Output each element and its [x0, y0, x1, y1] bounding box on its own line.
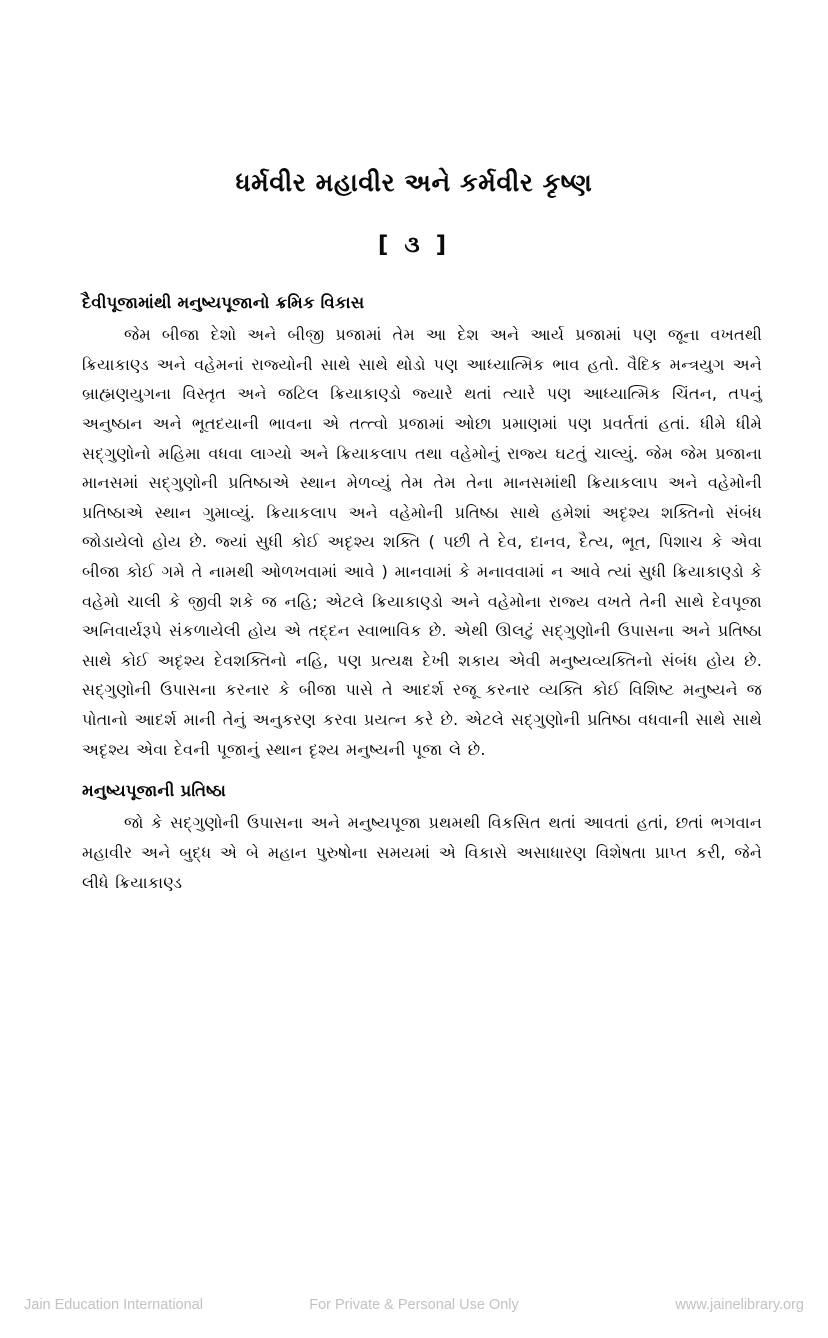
text-column	[82, 292, 762, 897]
section-paragraph-2: જો કે સદ્‌ગુણોની ઉપાસના અને મનુષ્યપૂજા પ્રથમથી વિકસિત થતાં આવતાં હતાં, છતાં ભગવાન મહાવીર અને બુદ્ધ એ બે મહાન પુરુષોના સમયમાં એ વિકાસે અસાધારણ વિશેષતા પ્રાપ્ત કરી, જેને લીધે ક્રિયાકાણ્ડ	[82, 813, 762, 892]
footer-usage-notice: For Private & Personal Use Only	[309, 1297, 519, 1313]
page-title: ધર્મવીર મહાવીર અને કર્મવીર કૃષ્ણ	[235, 168, 593, 197]
chapter-number: [ ૩ ]	[377, 232, 451, 258]
footer-website: www.jainelibrary.org	[675, 1297, 804, 1313]
page-footer	[0, 1294, 828, 1316]
section-heading-1: દૈવીપૂજામાંથી મનુષ્યપૂજાનો ક્રમિક વિકાસ	[82, 293, 365, 312]
section-heading-2: મનુષ્યપૂજાની પ્રતિષ્ઠા	[82, 781, 226, 801]
footer-attribution: Jain Education International	[24, 1297, 203, 1313]
section-paragraph-1: જેમ બીજા દેશો અને બીજી પ્રજામાં તેમ આ દેશ અને આર્ય પ્રજામાં પણ જૂના વખતથી ક્રિયાકાણ્ડ અને વહેમનાં રાજ્યોની સાથે સાથે થોડો પણ આધ્યાત્મિક ભાવ હતો. વૈદિક મન્ત્રયુગ અને બ્રાહ્મણયુગના વિસ્તૃત અને જટિલ ક્રિયાકાણ્ડો જ્યારે થતાં ત્યારે પણ આધ્યાત્મિક ચિંતન, તપનું અનુષ્ઠાન અને ભૂતદયાની ભાવના એ તત્ત્વો પ્રજામાં ઓછા પ્રમાણમાં પણ પ્રવર્તતાં હતાં. ધીમે ધીમે સદ્‌ગુણોનો મહિમા વધવા લાગ્યો અને ક્રિયાકલાપ તથા વહેમોનું રાજ્ય ઘટતું ચાલ્યું. જેમ જેમ પ્રજાના માનસમાં સદ્‌ગુણોની પ્રતિષ્ઠાએ સ્થાન મેળવ્યું તેમ તેમ તેના માનસમાંથી ક્રિયાકલાપ અને વહેમોની પ્રતિષ્ઠાએ સ્થાન ગુમાવ્યું. ક્રિયાકલાપ અને વહેમોની પ્રતિષ્ઠા સાથે હમેશાં અદૃશ્ય શક્તિનો સંબંધ જોડાયેલો હોય છે. જ્યાં સુધી કોઈ અદૃશ્ય શક્તિ ( પછી તે દેવ, દાનવ, દૈત્ય, ભૂત, પિશાચ કે એવા બીજા કોઈ ગમે તે નામથી ઓળખવામાં આવે ) માનવામાં કે મનાવવામાં ન આવે ત્યાં સુધી ક્રિયાકાણ્ડો કે વહેમો ચાલી કે જીવી શકે જ નહિ; એટલે ક્રિયાકાણ્ડો અને વહેમોના રાજ્ય વખતે તેની સાથે દેવપૂજા અનિવાર્યરૂપે સંકળાયેલી હોય એ તદ્દન સ્વાભાવિક છે. એથી ઊલટું સદ્‌ગુણોની ઉપાસના અને પ્રતિષ્ઠા સાથે કોઈ અદૃશ્ય દેવશક્તિનો નહિ, પણ પ્રત્યક્ષ દેખી શકાય એવી મનુષ્યવ્યક્તિનો સંબંધ હોય છે. સદ્‌ગુણોની ઉપાસના કરનાર કે બીજા પાસે તે આદર્શ રજૂ કરનાર વ્યક્તિ કોઈ વિશિષ્ટ મનુષ્યને જ પોતાનો આદર્શ માની તેનું અનુકરણ કરવા પ્રયત્ન કરે છે. એટલે સદ્‌ગુણોની પ્રતિષ્ઠા વધવાની સાથે સાથે અદૃશ્ય એવા દેવની પૂજાનું સ્થાન દૃશ્ય મનુષ્યની પૂજા લે છે.	[82, 325, 762, 759]
